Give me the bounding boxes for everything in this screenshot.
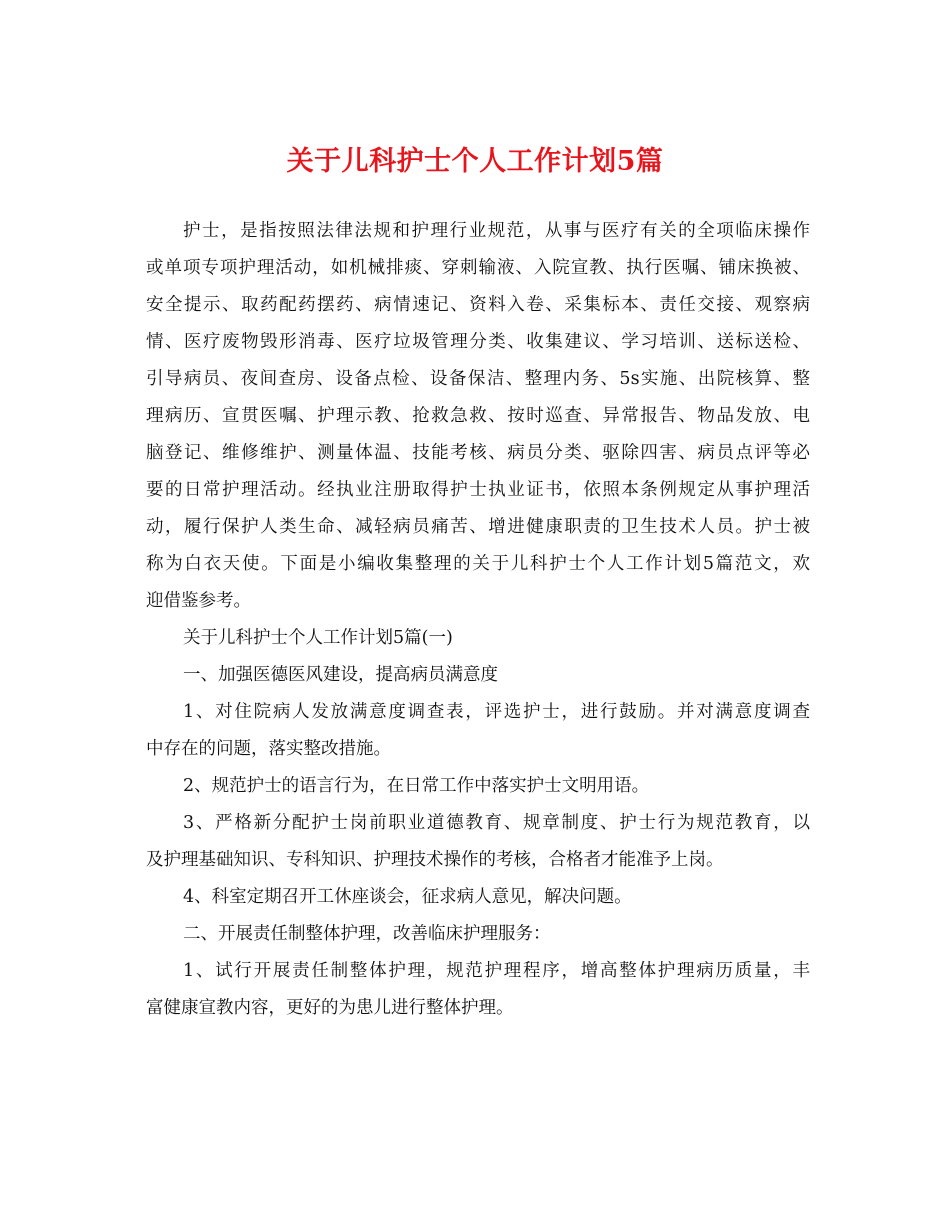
item-1-1 xyxy=(146,694,810,768)
text-line: 1、对住院病人发放满意度调查表，评选护士，进行鼓励。并对满意度调查 xyxy=(183,702,810,722)
document-title: 关于儿科护士个人工作计划5篇 xyxy=(286,146,664,177)
heading-part-1 xyxy=(146,657,810,694)
text-line: 护士，是指按照法律法规和护理行业规范，从事与医疗有关的全项临床操作 xyxy=(183,221,810,241)
text-line: 要的日常护理活动。经执业注册取得护士执业证书，依照本条例规定从事护理活 xyxy=(146,480,810,500)
text-line: 安全提示、取药配药摆药、病情速记、资料入卷、采集标本、责任交接、观察病 xyxy=(146,295,810,315)
item-1-3 xyxy=(146,805,810,879)
text-line: 或单项专项护理活动，如机械排痰、穿刺输液、入院宣教、执行医嘱、铺床换被、 xyxy=(146,258,810,278)
intro-paragraph xyxy=(146,213,810,620)
text-line: 关于儿科护士个人工作计划5篇(一) xyxy=(183,628,453,648)
text-line: 称为白衣天使。下面是小编收集整理的关于儿科护士个人工作计划5篇范文，欢 xyxy=(146,554,810,574)
text-line: 脑登记、维修维护、测量体温、技能考核、病员分类、驱除四害、病员点评等必 xyxy=(146,443,810,463)
text-line: 迎借鉴参考。 xyxy=(146,591,251,611)
text-line: 4、科室定期召开工休座谈会，征求病人意见，解决问题。 xyxy=(183,887,632,907)
section-heading-1 xyxy=(146,620,810,657)
text-line: 二、开展责任制整体护理，改善临床护理服务： xyxy=(183,924,551,944)
text-line: 理病历、宣贯医嘱、护理示教、抢救急救、按时巡查、异常报告、物品发放、电 xyxy=(146,406,810,426)
item-1-2 xyxy=(146,768,810,805)
text-line: 及护理基础知识、专科知识、护理技术操作的考核，合格者才能准予上岗。 xyxy=(146,850,724,870)
text-line: 一、加强医德医风建设，提高病员满意度 xyxy=(183,665,498,685)
heading-part-2 xyxy=(146,916,810,953)
item-1-4 xyxy=(146,879,810,916)
document-body xyxy=(146,213,810,1027)
text-line: 富健康宣教内容，更好的为患儿进行整体护理。 xyxy=(146,998,514,1018)
text-line: 动，履行保护人类生命、减轻病员痛苦、增进健康职责的卫生技术人员。护士被 xyxy=(146,517,810,537)
text-line: 引导病员、夜间查房、设备点检、设备保洁、整理内务、5s实施、出院核算、整 xyxy=(146,369,810,389)
text-line: 1、试行开展责任制整体护理，规范护理程序，增高整体护理病历质量，丰 xyxy=(183,961,810,981)
text-line: 2、规范护士的语言行为，在日常工作中落实护士文明用语。 xyxy=(183,776,650,796)
text-line: 情、医疗废物毁形消毒、医疗垃圾管理分类、收集建议、学习培训、送标送检、 xyxy=(146,332,810,352)
item-2-1 xyxy=(146,953,810,1027)
text-line: 3、严格新分配护士岗前职业道德教育、规章制度、护士行为规范教育，以 xyxy=(183,813,810,833)
text-line: 中存在的问题，落实整改措施。 xyxy=(146,739,391,759)
